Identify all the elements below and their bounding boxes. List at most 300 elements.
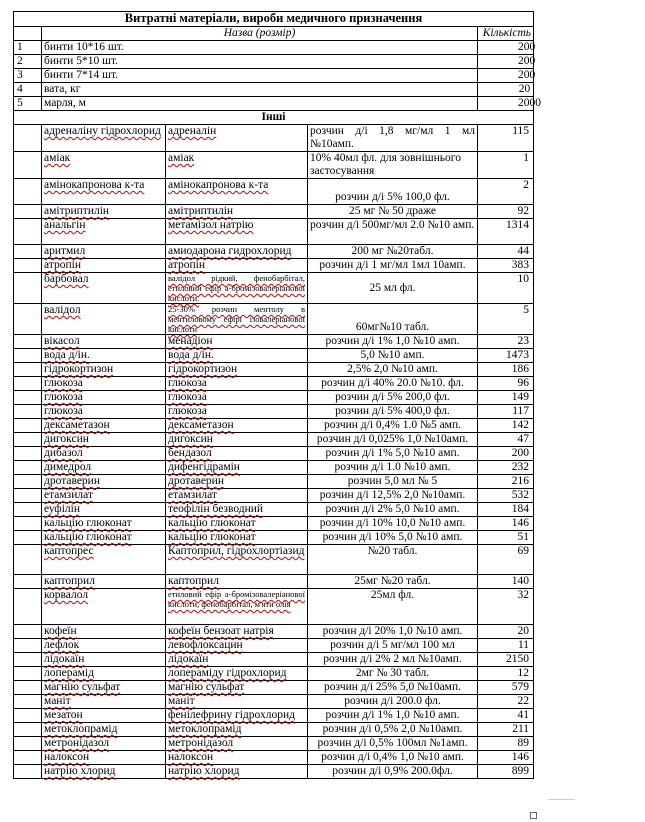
row-number: [14, 751, 42, 765]
trade-name-text: аритмил: [44, 245, 86, 257]
active-substance: [166, 205, 308, 219]
form-dosage: розчин д/і 1% 1,0 №10 амп.: [308, 709, 478, 723]
trade-name: [42, 152, 166, 179]
trade-name-text: вода д/ін.: [44, 349, 90, 361]
active-substance: [166, 545, 308, 575]
trade-name-text: гідрокортизон: [44, 363, 114, 375]
table-row: [14, 259, 534, 273]
row-number: [14, 489, 42, 503]
item-qty: 2: [478, 179, 534, 205]
trade-name: [42, 335, 166, 349]
table-row: [14, 751, 534, 765]
trade-name-text: димедрол: [44, 461, 92, 473]
item-qty: 149: [478, 391, 534, 405]
item-name: марля, м: [42, 97, 478, 111]
active-substance-text: магнію сульфат: [168, 681, 245, 693]
item-qty: 47: [478, 433, 534, 447]
trade-name: [42, 681, 166, 695]
form-dosage: розчин д/і 500мг/мл 2.0 №10 амп.: [308, 219, 478, 245]
trade-name-text: валідол: [44, 304, 81, 316]
trade-name: [42, 219, 166, 245]
active-substance: [166, 709, 308, 723]
active-substance-text: глюкоза: [168, 377, 207, 389]
document-page: [13, 11, 541, 779]
item-qty: 200: [478, 41, 534, 55]
active-substance-text: маніт: [168, 695, 195, 707]
active-substance-text: кофеїн бензоат натрія: [168, 625, 274, 637]
active-substance: [166, 667, 308, 681]
row-number: [14, 273, 42, 304]
form-dosage: розчин д/і 200.0 фл.: [308, 695, 478, 709]
table-row: [14, 335, 534, 349]
form-dosage: розчин д/і 2% 2 мл №10амп.: [308, 653, 478, 667]
item-qty: 146: [478, 751, 534, 765]
trade-name-text: глюкоза: [44, 391, 83, 403]
active-substance-text: валідол рідкий, фенобарбітал, етиловий ефір а-бромізовалеріанової кислоти.: [168, 273, 305, 303]
active-substance-text: теофілін безводний: [168, 503, 264, 515]
row-number: [14, 259, 42, 273]
trade-name-text: амінокапронова к-та: [44, 179, 145, 191]
trade-name-text: еуфілін: [44, 503, 81, 515]
trade-name: [42, 419, 166, 433]
item-qty: 117: [478, 405, 534, 419]
trade-name: [42, 709, 166, 723]
table-row: [14, 83, 534, 97]
row-number: [14, 681, 42, 695]
trade-name-text: каптопрес: [44, 545, 94, 557]
active-substance: [166, 475, 308, 489]
item-name: вата, кг: [42, 83, 478, 97]
active-substance: [166, 179, 308, 205]
trade-name: [42, 667, 166, 681]
title-row: [14, 12, 534, 27]
trade-name: [42, 531, 166, 545]
active-substance-text: метамізол натрію: [168, 219, 254, 231]
row-number: [14, 545, 42, 575]
item-qty: 140: [478, 575, 534, 589]
item-name: бинти 10*16 шт.: [42, 41, 478, 55]
table-row: [14, 695, 534, 709]
trade-name: [42, 205, 166, 219]
active-substance: [166, 503, 308, 517]
form-dosage: розчин д/і 10% 5,0 №10 амп.: [308, 531, 478, 545]
page-edge-line: [548, 799, 575, 800]
active-substance: [166, 575, 308, 589]
table-row: [14, 517, 534, 531]
item-qty: 115: [478, 125, 534, 152]
active-substance-text: глюкоза: [168, 391, 207, 403]
active-substance: [166, 531, 308, 545]
form-dosage: розчин д/і 2% 5,0 №10 амп.: [308, 503, 478, 517]
form-dosage: розчин д/і 0,9% 200.0фл.: [308, 765, 478, 779]
active-substance-text: етиловий ефір а-бромізовалеріанової кислоти, фенобарбітал, м'яти олія: [168, 589, 305, 609]
table-row: [14, 503, 534, 517]
table-row: [14, 461, 534, 475]
active-substance-text: глюкоза: [168, 405, 207, 417]
form-dosage: 200 мг №20табл.: [308, 245, 478, 259]
row-number: [14, 517, 42, 531]
row-number: [14, 667, 42, 681]
trade-name-text: вікасол: [44, 335, 80, 347]
table-row: [14, 681, 534, 695]
form-dosage: 2мг № 30 табл.: [308, 667, 478, 681]
row-number: [14, 377, 42, 391]
item-qty: 92: [478, 205, 534, 219]
active-substance-text: левофлоксацин: [168, 639, 243, 651]
table-row: [14, 405, 534, 419]
table-row: [14, 639, 534, 653]
row-number: [14, 447, 42, 461]
trade-name: [42, 405, 166, 419]
table-row: [14, 545, 534, 575]
table-row: [14, 391, 534, 405]
active-substance-text: метронідазол: [168, 737, 234, 749]
active-substance-text: налоксон: [168, 751, 214, 763]
trade-name-text: дибазол: [44, 447, 83, 459]
trade-name-text: кофеїн: [44, 625, 77, 637]
item-qty: 232: [478, 461, 534, 475]
row-number: [14, 304, 42, 335]
table-row: [14, 205, 534, 219]
trade-name: [42, 723, 166, 737]
row-number: [14, 245, 42, 259]
active-substance: [166, 363, 308, 377]
row-number: [14, 152, 42, 179]
table-row: [14, 737, 534, 751]
form-dosage: розчин д/і 10% 10,0 №10 амп.: [308, 517, 478, 531]
table-row: [14, 723, 534, 737]
active-substance-text: Каптоприл, гідрохлортіазид: [168, 545, 305, 557]
active-substance-text: гідрокортизон: [168, 363, 238, 375]
trade-name-text: магнію сульфат: [44, 681, 121, 693]
trade-name-text: лоперамід: [44, 667, 94, 679]
active-substance-text: дигоксин: [168, 433, 213, 445]
section-row: [14, 111, 534, 125]
active-substance: [166, 723, 308, 737]
active-substance-text: адреналін: [168, 125, 217, 137]
item-qty: 10: [478, 273, 534, 304]
table-row: [14, 419, 534, 433]
item-name: бинти 7*14 шт.: [42, 69, 478, 83]
table-row: [14, 219, 534, 245]
item-qty: 532: [478, 489, 534, 503]
form-dosage: розчин д/і 5% 200,0 фл.: [308, 391, 478, 405]
item-qty: 2000: [478, 97, 534, 111]
trade-name: [42, 363, 166, 377]
form-dosage: 25мг №20 табл.: [308, 575, 478, 589]
section-title: Інші: [14, 111, 534, 125]
trade-name: [42, 273, 166, 304]
active-substance: [166, 125, 308, 152]
header-name: Назва (розмір): [42, 27, 478, 41]
trade-name-text: лефлок: [44, 639, 80, 651]
item-qty: 211: [478, 723, 534, 737]
active-substance: [166, 391, 308, 405]
table-row: [14, 41, 534, 55]
row-number: [14, 531, 42, 545]
active-substance: [166, 517, 308, 531]
form-dosage: розчин д/і 0,5% 2,0 №10амп.: [308, 723, 478, 737]
table-row: [14, 765, 534, 779]
form-dosage: 25 мг № 50 драже: [308, 205, 478, 219]
trade-name-text: атропін: [44, 259, 81, 271]
item-qty: 20: [478, 83, 534, 97]
form-dosage: розчин д/і 12,5% 2,0 №10амп.: [308, 489, 478, 503]
trade-name-text: дротаверин: [44, 475, 100, 487]
trade-name: [42, 259, 166, 273]
table-row: [14, 433, 534, 447]
trade-name: [42, 447, 166, 461]
active-substance-text: аміак: [168, 152, 195, 164]
trade-name: [42, 545, 166, 575]
row-number: [14, 709, 42, 723]
active-substance-text: натрію хлорид: [168, 765, 240, 777]
trade-name: [42, 653, 166, 667]
table-row: [14, 575, 534, 589]
table-row: [14, 653, 534, 667]
table-row: [14, 245, 534, 259]
trade-name: [42, 349, 166, 363]
form-dosage: розчин д/і 0,4% 1.0 №5 амп.: [308, 419, 478, 433]
form-dosage: розчин д/і 1 мг/мл 1мл 10амп.: [308, 259, 478, 273]
trade-name: [42, 639, 166, 653]
trade-name-text: метоклопрамід: [44, 723, 118, 735]
active-substance: [166, 653, 308, 667]
row-number: [14, 419, 42, 433]
row-number: [14, 765, 42, 779]
trade-name-text: налоксон: [44, 751, 90, 763]
item-qty: 200: [478, 69, 534, 83]
trade-name-text: лідокаїн: [44, 653, 85, 665]
form-dosage: 25мл фл.: [308, 589, 478, 625]
item-qty: 383: [478, 259, 534, 273]
row-number: [14, 589, 42, 625]
row-number: [14, 219, 42, 245]
active-substance-text: кальцію глюконат: [168, 517, 256, 529]
row-number: [14, 363, 42, 377]
trade-name-text: амітриптилін: [44, 205, 110, 217]
trade-name: [42, 625, 166, 639]
form-dosage: 25 мл фл.: [308, 273, 478, 304]
item-qty: 1314: [478, 219, 534, 245]
active-substance: [166, 751, 308, 765]
item-qty: 32: [478, 589, 534, 625]
table-row: [14, 55, 534, 69]
table-row: [14, 152, 534, 179]
trade-name: [42, 377, 166, 391]
form-dosage: 2,5% 2,0 №10 амп.: [308, 363, 478, 377]
item-qty: 20: [478, 625, 534, 639]
active-substance: [166, 461, 308, 475]
trade-name: [42, 433, 166, 447]
trade-name-text: адреналіну гідрохлорид: [44, 125, 161, 137]
active-substance: [166, 377, 308, 391]
row-number: [14, 639, 42, 653]
row-number: [14, 737, 42, 751]
table-row: [14, 273, 534, 304]
trade-name: [42, 751, 166, 765]
form-dosage: 60мг№10 табл.: [308, 304, 478, 335]
table-row: [14, 709, 534, 723]
trade-name-text: дигоксин: [44, 433, 89, 445]
table-row: [14, 447, 534, 461]
item-qty: 23: [478, 335, 534, 349]
form-dosage: розчин д/і 0,5% 100мл №1амп.: [308, 737, 478, 751]
active-substance: [166, 681, 308, 695]
row-number: [14, 625, 42, 639]
form-dosage: розчин д/і 5% 100,0 фл.: [308, 179, 478, 205]
item-name: бинти 5*10 шт.: [42, 55, 478, 69]
active-substance: [166, 433, 308, 447]
active-substance: [166, 405, 308, 419]
item-qty: 2150: [478, 653, 534, 667]
row-number: [14, 335, 42, 349]
item-qty: 11: [478, 639, 534, 653]
item-qty: 22: [478, 695, 534, 709]
trade-name-text: барбовал: [44, 273, 89, 285]
active-substance: [166, 419, 308, 433]
active-substance: [166, 639, 308, 653]
table-row: [14, 625, 534, 639]
active-substance-text: амиодарона гидрохлорид: [168, 245, 292, 257]
row-number: [14, 575, 42, 589]
row-number: [14, 179, 42, 205]
active-substance-text: каптоприл: [168, 575, 219, 587]
header-row: [14, 27, 534, 41]
active-substance-text: кальцію глюконат: [168, 531, 256, 543]
table-row: [14, 667, 534, 681]
trade-name-text: маніт: [44, 695, 71, 707]
active-substance-text: лідокаїн: [168, 653, 209, 665]
trade-name: [42, 475, 166, 489]
active-substance: [166, 349, 308, 363]
table-row: [14, 69, 534, 83]
active-substance-text: метоклопрамід: [168, 723, 242, 735]
item-qty: 899: [478, 765, 534, 779]
trade-name: [42, 575, 166, 589]
active-substance: [166, 259, 308, 273]
supplies-table: [13, 11, 541, 779]
trade-name: [42, 304, 166, 335]
trade-name-text: аміак: [44, 152, 71, 164]
trade-name: [42, 765, 166, 779]
header-qty: Кількість: [478, 27, 534, 41]
table-row: [14, 125, 534, 152]
row-number: 3: [14, 69, 42, 83]
item-qty: 146: [478, 517, 534, 531]
form-dosage: розчин д/і 1% 5,0 №10 амп.: [308, 447, 478, 461]
item-qty: 1473: [478, 349, 534, 363]
trade-name-text: корвалол: [44, 589, 89, 601]
row-number: [14, 405, 42, 419]
trade-name-text: етамзилат: [44, 489, 93, 501]
row-number: [14, 433, 42, 447]
row-number: [14, 503, 42, 517]
active-substance: [166, 273, 308, 304]
row-number: 5: [14, 97, 42, 111]
trade-name-text: анальгін: [44, 219, 86, 231]
active-substance: [166, 335, 308, 349]
form-dosage: розчин д/і 1% 1,0 №10 амп.: [308, 335, 478, 349]
item-qty: 186: [478, 363, 534, 377]
active-substance-text: амітриптилін: [168, 205, 234, 217]
form-dosage: розчин д/і 1,8 мг/мл 1 мл №10амп.: [308, 125, 478, 152]
item-qty: 51: [478, 531, 534, 545]
trade-name-text: кальцію глюконат: [44, 531, 132, 543]
row-number: 2: [14, 55, 42, 69]
active-substance: [166, 219, 308, 245]
table-title: Витратні матеріали, вироби медичного призначення: [14, 12, 534, 27]
item-qty: 44: [478, 245, 534, 259]
item-qty: 579: [478, 681, 534, 695]
form-dosage: розчин д/і 5 мг/мл 100 мл: [308, 639, 478, 653]
item-qty: 216: [478, 475, 534, 489]
trade-name-text: мезатон: [44, 709, 83, 721]
item-qty: 184: [478, 503, 534, 517]
item-qty: 142: [478, 419, 534, 433]
form-dosage: розчин 5,0 мл № 5: [308, 475, 478, 489]
form-dosage: №20 табл.: [308, 545, 478, 575]
active-substance: [166, 625, 308, 639]
table-row: [14, 179, 534, 205]
active-substance-text: етамзилат: [168, 489, 217, 501]
active-substance: [166, 152, 308, 179]
trade-name: [42, 589, 166, 625]
item-qty: 200: [478, 447, 534, 461]
form-dosage: розчин д/і 0,025% 1,0 №10амп.: [308, 433, 478, 447]
row-number: 1: [14, 41, 42, 55]
trade-name-text: глюкоза: [44, 377, 83, 389]
item-qty: 200: [478, 55, 534, 69]
active-substance-text: дротаверин: [168, 475, 224, 487]
trade-name: [42, 503, 166, 517]
table-row: [14, 475, 534, 489]
active-substance-text: 25-30% розчин ментолу в ментиловому ефірі ізовалеріанової кислоти: [168, 304, 305, 334]
form-dosage: розчин д/і 1.0 №10 амп.: [308, 461, 478, 475]
active-substance: [166, 765, 308, 779]
trade-name-text: глюкоза: [44, 405, 83, 417]
row-number: [14, 391, 42, 405]
trade-name: [42, 461, 166, 475]
trade-name-text: метронідазол: [44, 737, 110, 749]
trade-name: [42, 737, 166, 751]
form-dosage: 5,0 №10 амп.: [308, 349, 478, 363]
active-substance-text: бендазол: [168, 447, 212, 459]
trade-name: [42, 179, 166, 205]
item-qty: 69: [478, 545, 534, 575]
trade-name-text: натрію хлорид: [44, 765, 116, 777]
active-substance: [166, 695, 308, 709]
trade-name-text: дексаметазон: [44, 419, 110, 431]
active-substance: [166, 589, 308, 625]
form-dosage: розчин д/і 40% 20.0 №10. фл.: [308, 377, 478, 391]
active-substance: [166, 737, 308, 751]
row-number: [14, 349, 42, 363]
table-end-marker: [530, 812, 537, 819]
form-dosage: розчин д/і 20% 1,0 №10 амп.: [308, 625, 478, 639]
item-qty: 1: [478, 152, 534, 179]
form-dosage: 10% 40мл фл. для зовнішнього застосування: [308, 152, 478, 179]
row-number: [14, 695, 42, 709]
trade-name-text: кальцію глюконат: [44, 517, 132, 529]
active-substance: [166, 245, 308, 259]
table-row: [14, 363, 534, 377]
active-substance-text: вода д/ін.: [168, 349, 214, 361]
row-number: 4: [14, 83, 42, 97]
row-number: [14, 723, 42, 737]
active-substance-text: дифенгідрамін: [168, 461, 240, 473]
row-number: [14, 461, 42, 475]
